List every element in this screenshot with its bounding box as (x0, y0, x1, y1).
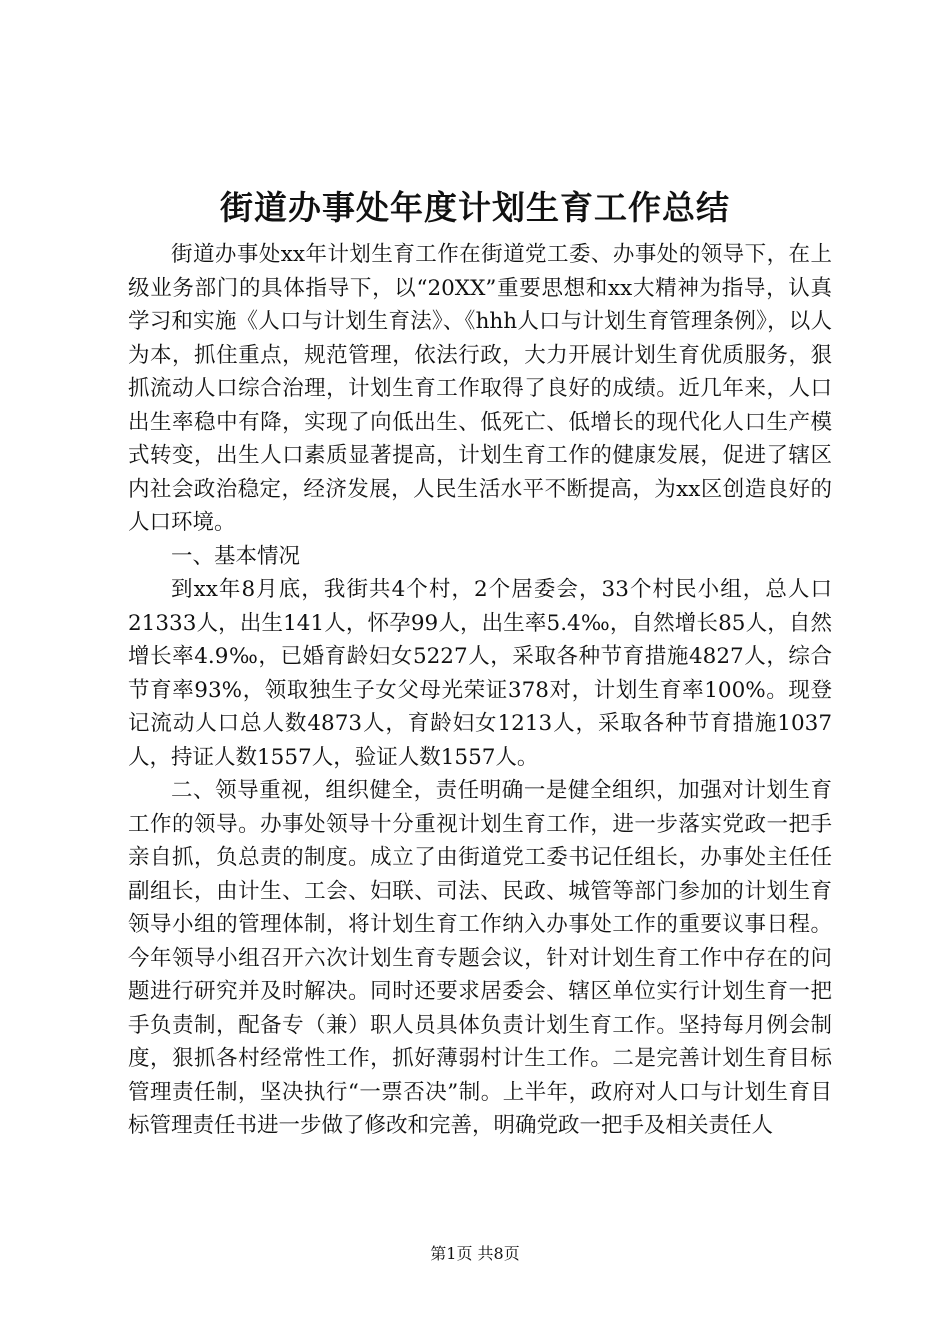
document-body (128, 238, 832, 1143)
paragraph-intro: 街道办事处xx年计划生育工作在街道党工委、办事处的领导下，在上级业务部门的具体指导下，以“20XX”重要思想和xx大精神为指导，认真学习和实施《人口与计划生育法》、《hhh人口与计划生育管理条例》，以人为本，抓住重点，规范管理，依法行政，大力开展计划生育优质服务，狠抓流动人口综合治理，计划生育工作取得了良好的成绩。近几年来，人口出生率稳中有降，实现了向低出生、低死亡、低增长的现代化人口生产模式转变，出生人口素质显著提高，计划生育工作的健康发展，促进了辖区内社会政治稳定，经济发展，人民生活水平不断提高，为xx区创造良好的人口环境。 (128, 242, 832, 535)
page-footer: 第1页 共8页 (430, 1244, 520, 1263)
paragraph-leadership: 二、领导重视，组织健全，责任明确一是健全组织，加强对计划生育工作的领导。办事处领导十分重视计划生育工作，进一步落实党政一把手亲自抓，负总责的制度。成立了由街道党工委书记任组长，办事处主任任副组长，由计生、工会、妇联、司法、民政、城管等部门参加的计划生育领导小组的管理体制，将计划生育工作纳入办事处工作的重要议事日程。今年领导小组召开六次计划生育专题会议，针对计划生育工作中存在的问题进行研究并及时解决。同时还要求居委会、辖区单位实行计划生育一把手负责制，配备专（兼）职人员具体负责计划生育工作。坚持每月例会制度，狠抓各村经常性工作，抓好薄弱村计生工作。二是完善计划生育目标管理责任制，坚决执行“一票否决”制。上半年，政府对人口与计划生育目标管理责任书进一步做了修改和完善，明确党政一把手及相关责任人 (128, 778, 832, 1138)
document-title: 街道办事处年度计划生育工作总结 (220, 188, 730, 227)
section-heading-basic-situation: 一、基本情况 (171, 543, 301, 569)
paragraph-basic-situation: 到xx年8月底，我街共4个村，2个居委会，33个村民小组，总人口21333人，出生141人，怀孕99人，出生率5.4‰，自然增长85人，自然增长率4.9‰，已婚育龄妇女5227人，采取各种节育措施4827人，综合节育率93%，领取独生子女父母光荣证378对，计划生育率100%。现登记流动人口总人数4873人，育龄妇女1213人，采取各种节育措施1037人，持证人数1557人，验证人数1557人。 (128, 577, 832, 770)
